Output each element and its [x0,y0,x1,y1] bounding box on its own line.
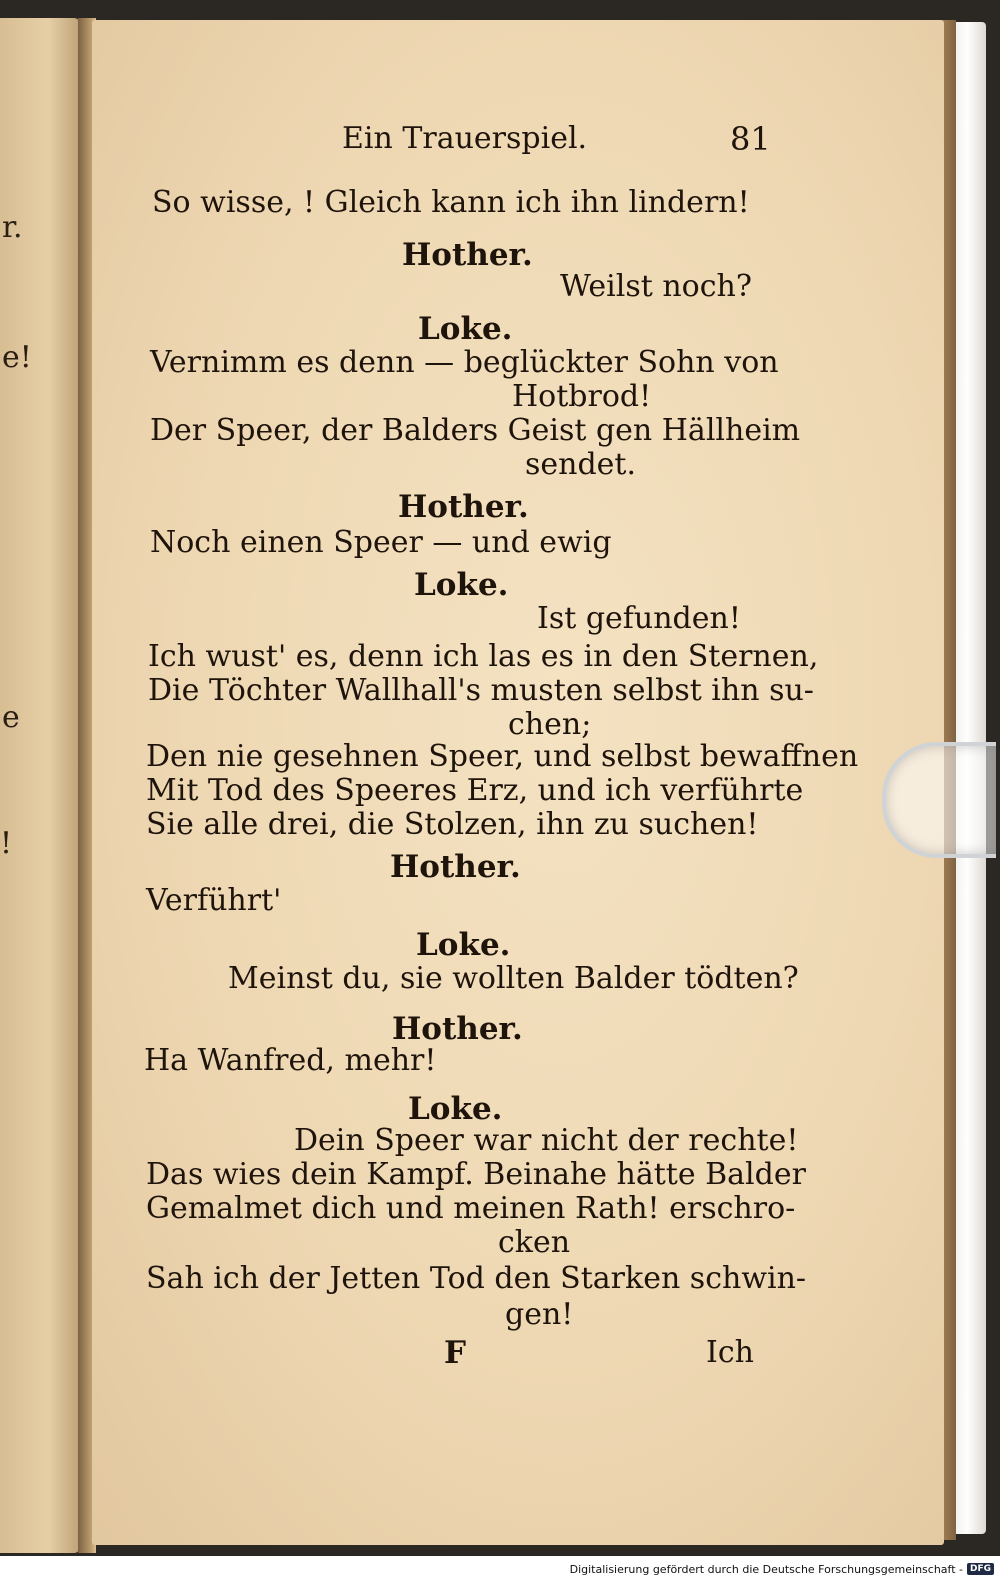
verse-line: cken [498,1225,571,1260]
verse-line: So wisse, ! Gleich kann ich ihn lindern! [152,185,750,220]
verse-line: Weilst noch? [560,269,752,304]
speaker-name: Hother. [390,849,521,885]
verse-line: Das wies dein Kampf. Beinahe hätte Balder [146,1157,806,1192]
left-page-fragment: e [2,700,20,735]
speaker-name: Hother. [392,1011,523,1047]
left-page-fragment: ! [0,826,13,861]
left-page-fragment: e! [2,340,32,375]
digitization-credit-bar [0,1556,1000,1582]
left-page-edge [0,18,80,1553]
page-clip [882,742,996,858]
verse-line: Die Töchter Wallhall's musten selbst ihn su- [148,673,814,708]
verse-line: Dein Speer war nicht der rechte! [294,1123,799,1158]
speaker-name: Loke. [414,567,509,603]
speaker-name: Hother. [402,237,533,273]
verse-line: Hotbrod! [512,379,652,414]
verse-line: Ich wust' es, denn ich las es in den Sternen, [148,639,819,674]
verse-line: Ha Wanfred, mehr! [144,1043,437,1078]
signature-mark: F [444,1335,467,1371]
verse-line: Den nie gesehnen Speer, und selbst bewaffnen [146,739,859,774]
verse-line: Verführt' [146,883,282,918]
left-page-fragment: r. [2,210,23,245]
verse-line: Ist gefunden! [537,601,741,636]
running-header: Ein Trauerspiel. [342,121,588,156]
verse-line: sendet. [525,447,637,482]
verse-line: Sah ich der Jetten Tod den Starken schwin- [146,1261,807,1296]
verse-line: Noch einen Speer — und ewig [150,525,612,560]
verse-line: Meinst du, sie wollten Balder tödten? [228,961,799,996]
verse-line: gen! [505,1297,574,1332]
digitization-credit: Digitalisierung gefördert durch die Deutsche Forschungsgemeinschaft - [569,1562,963,1576]
speaker-name: Hother. [398,489,529,525]
page-number: 81 [730,120,771,158]
catchword: Ich [706,1335,754,1370]
verse-line: Gemalmet dich und meinen Rath! erschro- [146,1191,796,1226]
verse-line: Mit Tod des Speeres Erz, und ich verführte [146,773,804,808]
dfg-logo: DFG [967,1563,994,1575]
verse-line: Sie alle drei, die Stolzen, ihn zu suchen! [146,807,759,842]
verse-line: Vernimm es denn — beglückter Sohn von [150,345,779,380]
speaker-name: Loke. [418,311,513,347]
verse-line: chen; [508,707,592,742]
verse-line: Der Speer, der Balders Geist gen Hällheim [150,413,801,448]
speaker-name: Loke. [408,1091,503,1127]
speaker-name: Loke. [416,927,511,963]
